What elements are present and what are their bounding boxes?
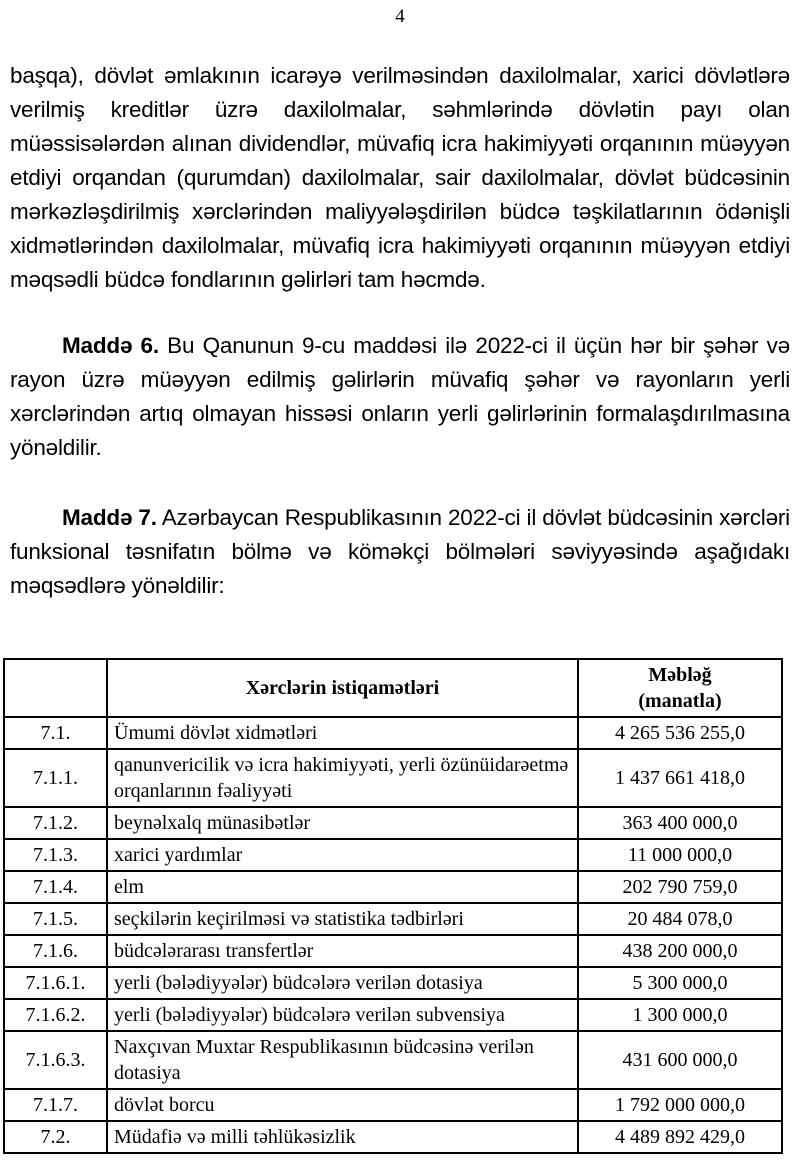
row-direction: seçkilərin keçirilməsi və statistika tədbirləri	[107, 903, 578, 935]
row-amount: 1 437 661 418,0	[578, 749, 782, 807]
row-amount: 431 600 000,0	[578, 1031, 782, 1089]
row-direction: beynəlxalq münasibətlər	[107, 807, 578, 839]
row-code: 7.1.6.	[4, 935, 107, 967]
paragraph-continuation	[10, 59, 790, 297]
budget-table	[3, 658, 783, 1154]
row-code: 7.1.6.1.	[4, 967, 107, 999]
row-amount: 363 400 000,0	[578, 807, 782, 839]
header-amount-line2: (manatla)	[638, 690, 722, 712]
row-direction: qanunvericilik və icra hakimiyyəti, yerli özünüidarəetmə orqanlarının fəaliyyəti	[107, 749, 578, 807]
madde-6-text: Bu Qanunun 9-cu maddəsi ilə 2022-ci il üçün hər bir şəhər və rayon üzrə müəyyən edilmiş gəlirlərin müvafiq şəhər və rayonların yerli xərclərindən artıq olmayan hissəsi onların yerli gəlirlərinin formalaşdırılmasına yönəldilir.	[10, 333, 790, 460]
row-amount: 1 792 000 000,0	[578, 1089, 782, 1121]
row-direction: elm	[107, 871, 578, 903]
page-number: 4	[395, 6, 405, 27]
row-amount: 11 000 000,0	[578, 839, 782, 871]
row-code: 7.1.3.	[4, 839, 107, 871]
row-amount: 20 484 078,0	[578, 903, 782, 935]
table-row	[4, 749, 782, 807]
row-code: 7.1.6.2.	[4, 999, 107, 1031]
table-row	[4, 717, 782, 749]
table-row	[4, 935, 782, 967]
row-code: 7.1.6.3.	[4, 1031, 107, 1089]
madde-7-label: Maddə 7.	[62, 505, 157, 530]
paragraph-continuation-text: başqa), dövlət əmlakının icarəyə verilməsindən daxilolmalar, xarici dövlətlərə verilmiş kreditlər üzrə daxilolmalar, səhmlərində dövlətin payı olan müəssisələrdən alınan dividendlər, müvafiq icra hakimiyyəti orqanının müəyyən etdiyi orqandan (qurumdan) daxilolmalar, sair daxilolmalar, dövlət büdcəsinin mərkəzləşdirilmiş xərclərindən maliyyələşdirilən büdcə təşkilatlarının ödənişli xidmətlərindən daxilolmalar, müvafiq icra hakimiyyəti orqanının müəyyən etdiyi məqsədli büdcə fondlarının gəlirləri tam həcmdə.	[10, 63, 790, 292]
row-code: 7.1.4.	[4, 871, 107, 903]
madde-7-text: Azərbaycan Respublikasının 2022-ci il dövlət büdcəsinin xərcləri funksional təsnifatın bölmə və köməkçi bölmələri səviyyəsində aşağıdakı məqsədlərə yönəldilir:	[10, 505, 790, 598]
table-row	[4, 1031, 782, 1089]
row-direction: xarici yardımlar	[107, 839, 578, 871]
row-direction: Naxçıvan Muxtar Respublikasının büdcəsinə verilən dotasiya	[107, 1031, 578, 1089]
row-code: 7.1.2.	[4, 807, 107, 839]
row-amount: 4 489 892 429,0	[578, 1121, 782, 1153]
table-row	[4, 839, 782, 871]
table-row	[4, 999, 782, 1031]
header-code-cell	[4, 659, 107, 717]
header-amount-cell	[578, 659, 782, 717]
budget-table-body	[4, 717, 782, 1153]
table-row	[4, 1089, 782, 1121]
table-row	[4, 807, 782, 839]
paragraph-madde-7	[10, 501, 790, 603]
row-code: 7.1.5.	[4, 903, 107, 935]
row-amount: 4 265 536 255,0	[578, 717, 782, 749]
header-direction-cell: Xərclərin istiqamətləri	[107, 659, 578, 717]
row-amount: 438 200 000,0	[578, 935, 782, 967]
table-row	[4, 1121, 782, 1153]
row-code: 7.1.1.	[4, 749, 107, 807]
table-row	[4, 871, 782, 903]
row-direction: yerli (bələdiyyələr) büdcələrə verilən subvensiya	[107, 999, 578, 1031]
row-direction: Ümumi dövlət xidmətləri	[107, 717, 578, 749]
row-code: 7.1.7.	[4, 1089, 107, 1121]
row-code: 7.2.	[4, 1121, 107, 1153]
table-header-row	[4, 659, 782, 717]
row-amount: 1 300 000,0	[578, 999, 782, 1031]
header-amount-line1: Məbləğ	[648, 664, 712, 686]
paragraph-madde-6	[10, 329, 790, 465]
row-direction: yerli (bələdiyyələr) büdcələrə verilən dotasiya	[107, 967, 578, 999]
row-code: 7.1.	[4, 717, 107, 749]
row-direction: büdcələrarası transfertlər	[107, 935, 578, 967]
table-row	[4, 903, 782, 935]
row-direction: Müdafiə və milli təhlükəsizlik	[107, 1121, 578, 1153]
row-direction: dövlət borcu	[107, 1089, 578, 1121]
madde-6-label: Maddə 6.	[62, 333, 159, 358]
row-amount: 202 790 759,0	[578, 871, 782, 903]
row-amount: 5 300 000,0	[578, 967, 782, 999]
table-row	[4, 967, 782, 999]
